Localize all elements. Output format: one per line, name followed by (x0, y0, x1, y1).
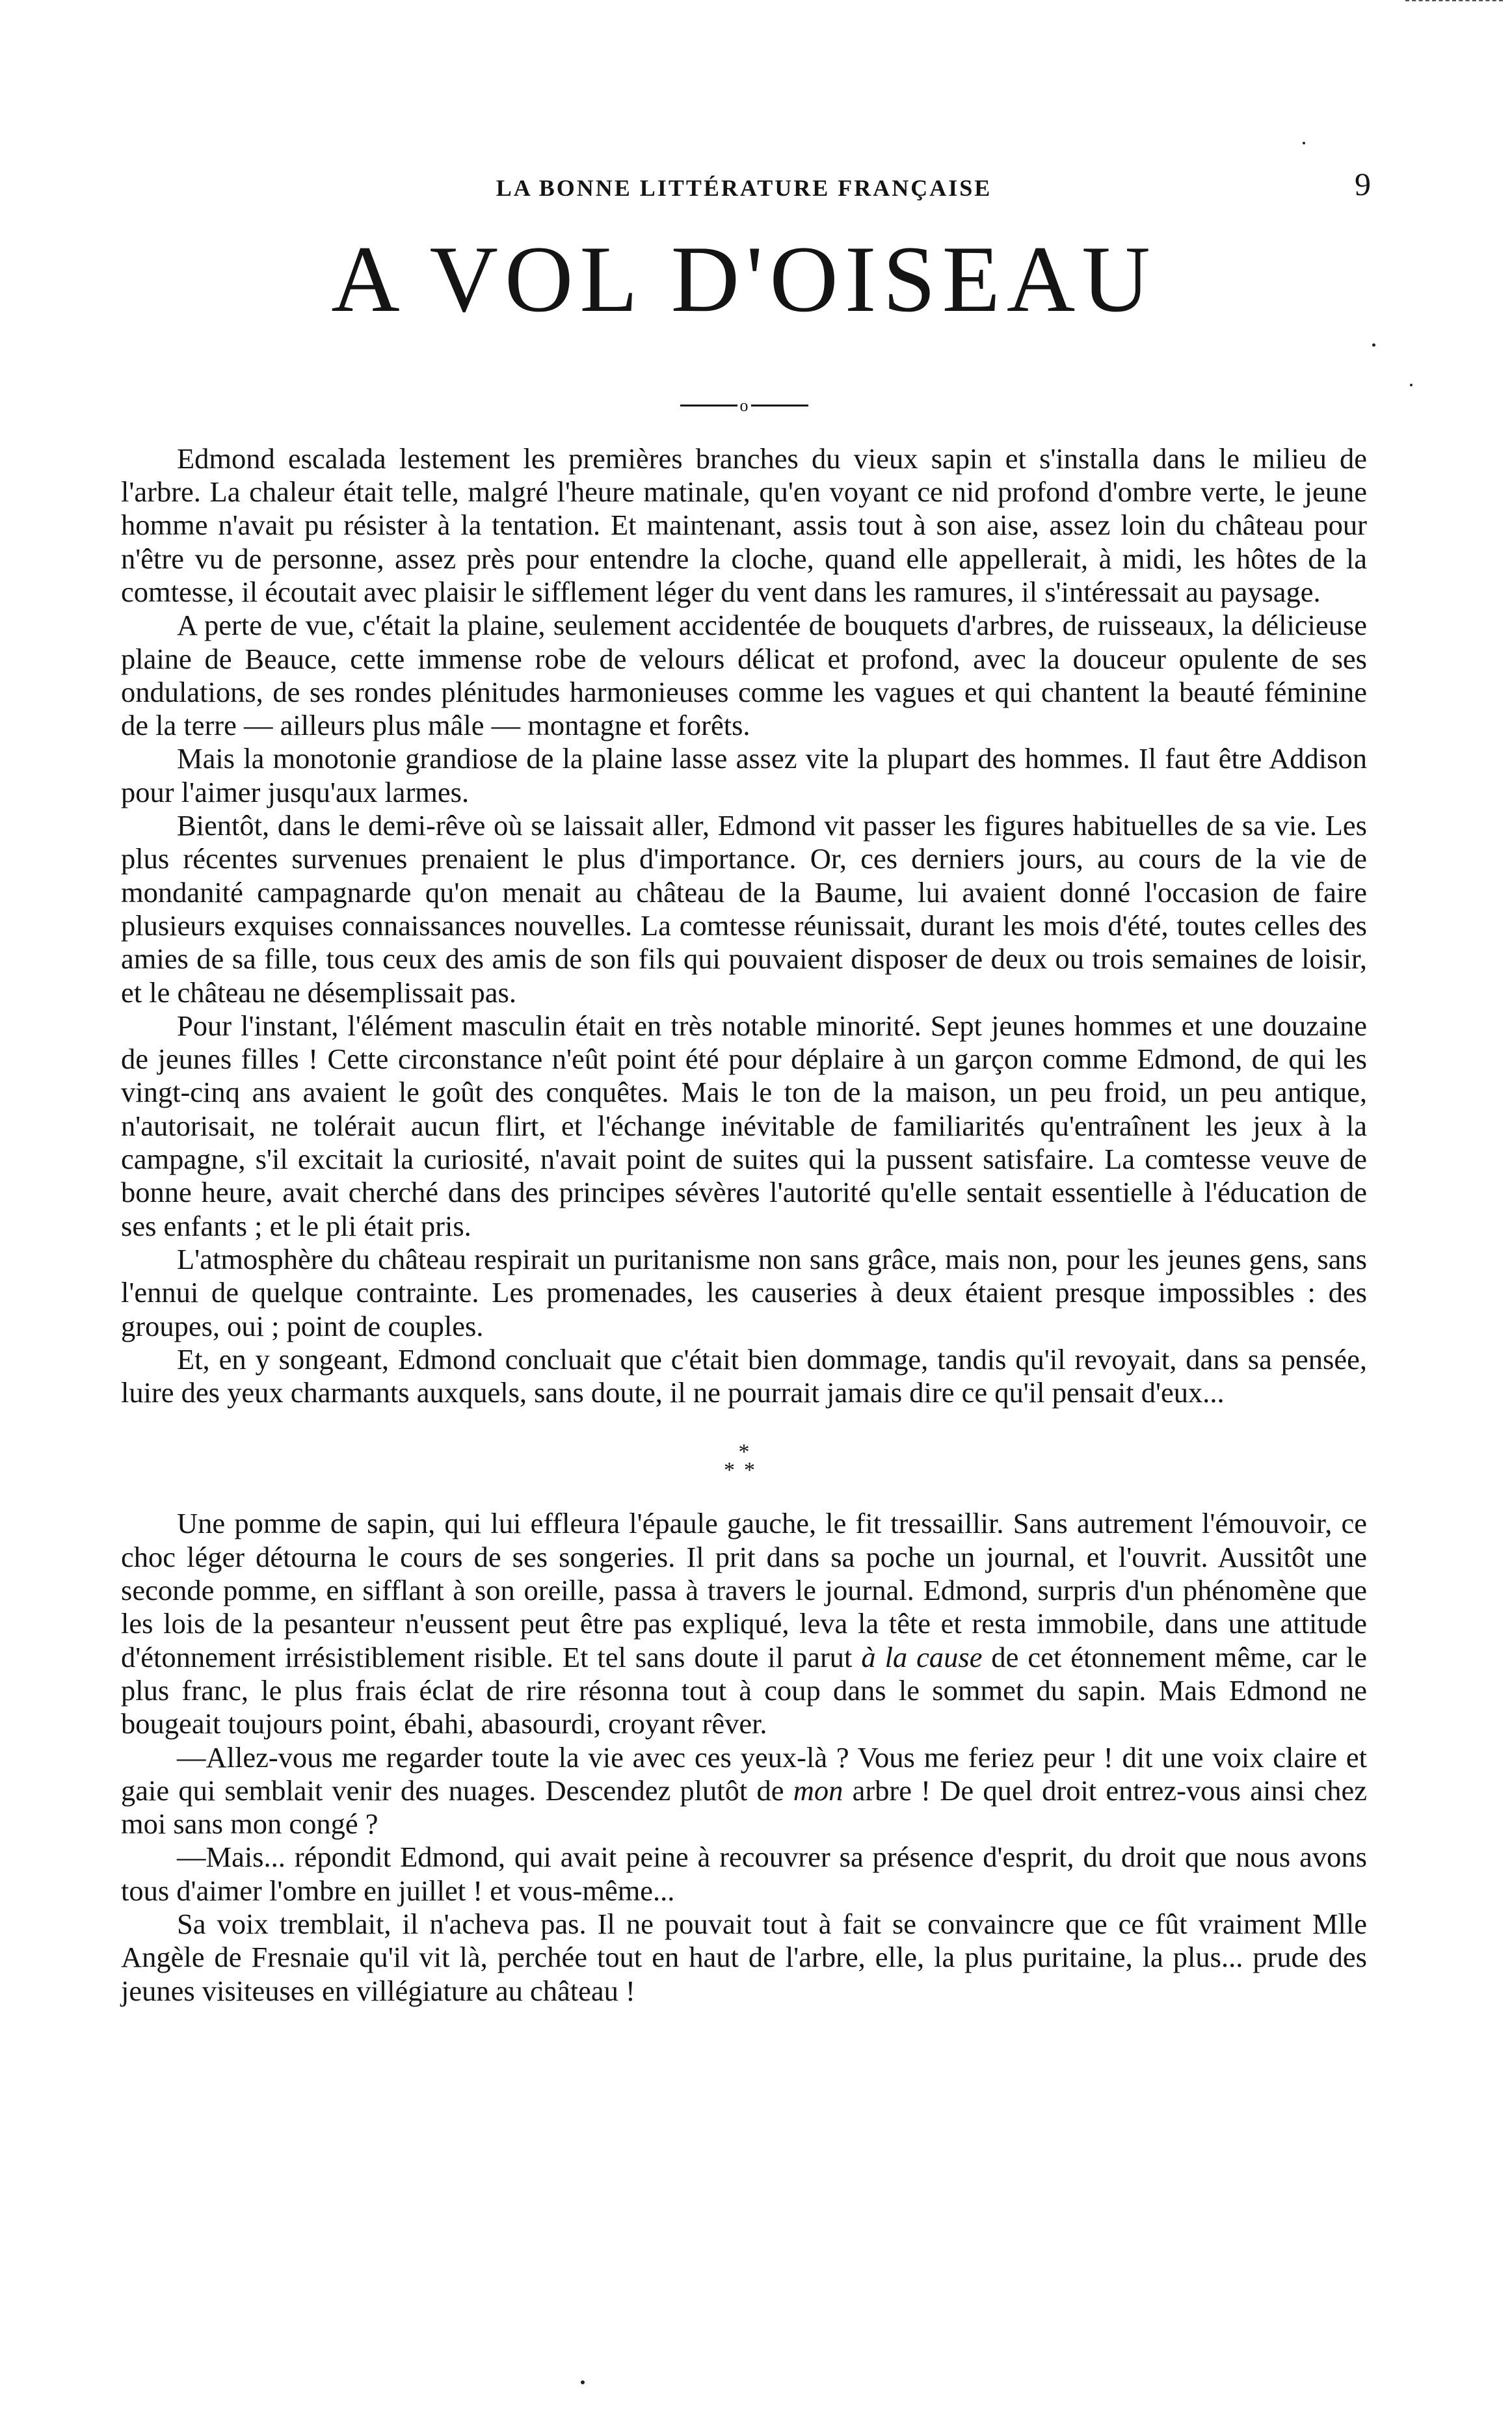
paragraph: Edmond escalada lestement les premières branches du vieux sapin et s'installa dans le milieu de l'arbre. La chaleur était telle, malgré l'heure matinale, qu'en voyant ce nid profond d'ombre verte, le jeune homme n'avait pu résister à la tentation. Et maintenant, assis tout à son aise, assez loin du château pour n'être vu de personne, assez près pour entendre la cloche, quand elle appellerait, à midi, les hôtes de la comtesse, il écoutait avec plaisir le sifflement léger du vent dans les ramures, il s'intéressait au paysage. (121, 442, 1367, 608)
separator-ornament: o (739, 395, 749, 415)
asterism-bottom: ** (724, 1458, 764, 1483)
separator-line-right (751, 405, 808, 406)
article-title: A VOL D'OISEAU (331, 226, 1157, 332)
italic-text: à la cause (861, 1640, 983, 1673)
article-body (121, 442, 1367, 2008)
paragraph-text: Une pomme de sapin, qui lui effleura l'épaule gauche, le fit tressaillir. Sans autrement l'émouvoir, ce choc léger détourna le cours de ses songeries. Il prit dans sa poche un journal, et l'ouvrit. Aussitôt une seconde pomme, en sifflant à son oreille, passa à travers le journal. Edmond, surpris d'un phénomène que les lois de la pesanteur n'eussent peut être pas expliqué, leva la tête et resta immobile, dans une attitude d'étonnement irrésistiblement risible. Et tel sans doute il parut (121, 1507, 1367, 1673)
speck-mark (581, 2380, 585, 2384)
paragraph: Sa voix tremblait, il n'acheva pas. Il ne pouvait tout à fait se convaincre que ce fût vraiment Mlle Angèle de Fresnaie qu'il vit là, perchée tout en haut de l'arbre, elle, la plus puritaine, la plus... prude des jeunes visiteuses en villégiature au château ! (121, 1907, 1367, 2007)
paragraph: Mais la monotonie grandiose de la plaine lasse assez vite la plupart des hommes. Il faut être Addison pour l'aimer jusqu'aux larmes. (121, 742, 1367, 808)
paragraph: Pour l'instant, l'élément masculin était en très notable minorité. Sept jeunes hommes et une douzaine de jeunes filles ! Cette circonstance n'eût point été pour déplaire à un garçon comme Edmond, de qui les vingt-cinq ans avaient le goût des conquêtes. Mais le ton de la maison, un peu froid, un peu antique, n'autorisait, ne tolérait aucun flirt, et l'échange inévitable de familiarités qu'entraînent les jeux à la campagne, s'il excitait la curiosité, n'avait point de suites qui la pussent satisfaire. La comtesse veuve de bonne heure, avait cherché dans des principes sévères l'autorité qu'elle sentait essentielle à l'éducation de ses enfants ; et le pli était pris. (121, 1009, 1367, 1242)
paragraph-text: arbre ! De quel droit entrez-vous ainsi chez moi sans mon congé ? (121, 1774, 1367, 1841)
paragraph: A perte de vue, c'était la plaine, seulement accidentée de bouquets d'arbres, de ruisseaux, la délicieuse plaine de Beauce, cette immense robe de velours délicat et profond, avec la douceur opulente de ses ondulations, de ses rondes plénitudes harmonieuses comme les vagues et qui chantent la beauté féminine de la terre — ailleurs plus mâle — montagne et forêts. (121, 609, 1367, 742)
paragraph-text: —Allez-vous me regarder toute la vie avec ces yeux-là ? Vous me feriez peur ! dit une voix claire et gaie qui semblait venir des nuages. Descendez plutôt de (121, 1740, 1367, 1807)
page-number: 9 (1355, 166, 1371, 202)
paragraph-text: de cet étonnement même, car le plus franc, le plus frais éclat de rire résonna tout à coup dans le sommet du sapin. Mais Edmond ne bougeait toujours point, ébahi, abasourdi, croyant rêver. (121, 1640, 1367, 1740)
title-separator (121, 393, 1367, 419)
paragraph (121, 1507, 1367, 1740)
paragraph: —Mais... répondit Edmond, qui avait peine à recouvrer sa présence d'esprit, du droit que nous avons tous d'aimer l'ombre en juillet ! et vous-même... (121, 1841, 1367, 1907)
asterism-top: * (738, 1440, 750, 1465)
running-header (121, 163, 1371, 208)
separator-line-left (680, 405, 737, 406)
speck-mark (1372, 343, 1375, 347)
asterism-section-break (121, 1409, 1367, 1507)
italic-text: mon (793, 1774, 843, 1807)
paragraph: L'atmosphère du château respirait un puritanisme non sans grâce, mais non, pour les jeunes gens, sans l'ennui de quelque contrainte. Les promenades, les causeries à deux étaient presque impossibles : des groupes, oui ; point de couples. (121, 1242, 1367, 1342)
speck-mark (1410, 384, 1413, 386)
paragraph: Bientôt, dans le demi-rêve où se laissait aller, Edmond vit passer les figures habituelles de sa vie. Les plus récentes survenues prenaient le plus d'importance. Or, ces derniers jours, au cours de la vie de mondanité campagnarde qu'on menait au château de la Baume, lui avaient donné l'occasion de faire plusieurs exquises connaissances nouvelles. La comtesse réunissait, durant les mois d'été, toutes celles des amies de sa fille, tous ceux des amis de son fils qui pouvaient disposer de deux ou trois semaines de loisir, et le château ne désemplissait pas. (121, 809, 1367, 1009)
paragraph (121, 1741, 1367, 1841)
speck-mark (1303, 142, 1305, 144)
journal-title: LA BONNE LITTÉRATURE FRANÇAISE (496, 175, 992, 201)
paragraph: Et, en y songeant, Edmond concluait que c'était bien dommage, tandis qu'il revoyait, dans sa pensée, luire des yeux charmants auxquels, sans doute, il ne pourrait jamais dire ce qu'il pensait d'eux... (121, 1342, 1367, 1409)
document-page (121, 163, 1371, 2008)
top-corner-rule (1405, 0, 1503, 1)
